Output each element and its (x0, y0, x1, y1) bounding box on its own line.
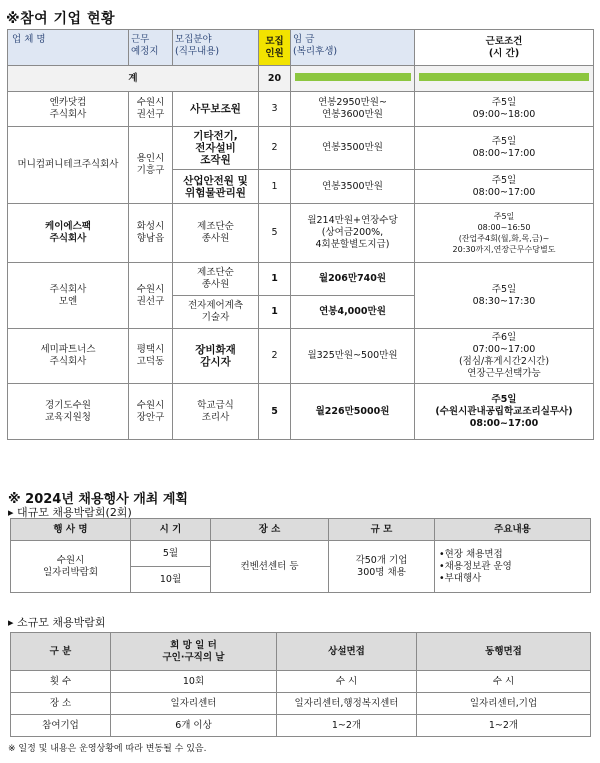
cell: 일자리센터 (111, 693, 277, 715)
col-company: 업 체 명 (8, 30, 129, 66)
wage: 월206만740원 (318, 273, 387, 284)
large-fair-table (10, 518, 591, 593)
companies-table-header (8, 30, 594, 66)
conditions: 주5일 (수원시관내공립학교조리실무사) 08:00~17:00 (435, 393, 573, 429)
conditions: 주5일 08:00~16:50 (잔업주4회(월,화,목,금)~ 20:30까지,연장근무수당별도 (452, 212, 556, 254)
cell: 수 시 (277, 671, 417, 693)
col-accompany: 동행면접 (417, 633, 591, 671)
field: 제조단순 종사원 (197, 221, 234, 244)
count: 5 (271, 227, 278, 238)
field: 학교급식 조리사 (197, 399, 234, 423)
section1-title: ※참여 기업 현황 (6, 11, 116, 27)
col-location: 근무 예정지 (129, 30, 173, 66)
event-name: 수원시 일자리박람회 (42, 554, 99, 578)
total-row (8, 66, 594, 92)
col-place: 장 소 (211, 519, 329, 541)
count: 1 (271, 273, 278, 284)
conditions: 주5일 09:00~18:00 (472, 97, 536, 120)
count: 1 (271, 306, 278, 317)
field: 제조단순 종사원 (197, 267, 234, 290)
large-fair-subtitle: ▸ 대규모 채용박람회(2회) (8, 506, 132, 519)
row-label: 횟 수 (11, 671, 111, 693)
section2-title: ※ 2024년 채용행사 개최 계획 (8, 492, 188, 507)
table-row (11, 693, 591, 715)
large-fair-header (11, 519, 591, 541)
wage: 연봉4,000만원 (319, 306, 386, 317)
event-scale: 각50개 기업 300명 채용 (355, 554, 408, 578)
table-row (8, 92, 594, 127)
conditions: 주5일 08:00~17:00 (472, 136, 536, 159)
small-fair-table (10, 632, 591, 737)
col-field: 모집분야 (직무내용) (173, 30, 259, 66)
wage: 월226만5000원 (315, 405, 390, 417)
conditions: 주5일 08:30~17:30 (472, 283, 536, 307)
footnote: ※ 일정 및 내용은 운영상황에 따라 변동될 수 있음. (8, 744, 207, 754)
table-row (8, 384, 594, 440)
total-count: 20 (259, 66, 291, 92)
wage: 연봉2950만원~ 연봉3600만원 (318, 97, 387, 120)
cell: 일자리센터,행정복지센터 (277, 693, 417, 715)
companies-table (7, 29, 594, 440)
field: 장비화재 감시자 (195, 344, 236, 368)
col-conditions: 근로조건 (시 간) (415, 30, 594, 66)
row-label: 장 소 (11, 693, 111, 715)
wage: 월214만원+연장수당 (상여금200%, 4회분할별도지급) (307, 215, 398, 250)
total-conditions-bar (415, 66, 594, 92)
company-name: 주식회사 모엔 (49, 283, 87, 307)
table-row (8, 127, 594, 170)
col-event-name: 행 사 명 (11, 519, 131, 541)
event-time: 10월 (159, 573, 182, 585)
count: 5 (271, 405, 278, 417)
col-standing: 상설면접 (277, 633, 417, 671)
location: 수원시 권선구 (136, 97, 165, 120)
company-name: 케이에스팩 주식회사 (45, 221, 91, 244)
company-name: 세미파트너스 주식회사 (40, 344, 96, 367)
wage: 연봉3500만원 (322, 142, 383, 153)
company-name: 엔카닷컴 주식회사 (49, 97, 87, 120)
row-label: 참여기업 (11, 715, 111, 737)
col-content: 주요내용 (435, 519, 591, 541)
count: 3 (271, 103, 278, 114)
table-row (11, 541, 591, 567)
cell: 1~2개 (417, 715, 591, 737)
col-time: 시 기 (131, 519, 211, 541)
count: 2 (271, 142, 278, 153)
total-wage-bar (291, 66, 415, 92)
green-bar (295, 73, 411, 81)
col-wage: 임 금 (복리후생) (291, 30, 415, 66)
field: 산업안전원 및 위험물관리원 (183, 174, 248, 199)
col-count: 모집 인원 (259, 30, 291, 66)
col-category: 구 분 (11, 633, 111, 671)
table-row (11, 671, 591, 693)
col-scale: 규 모 (329, 519, 435, 541)
cell: 1~2개 (277, 715, 417, 737)
table-row (11, 715, 591, 737)
wage: 월325만원~500만원 (307, 350, 398, 361)
company-name: 머니컴퍼니테크주식회사 (17, 159, 119, 170)
location: 용인시 기흥구 (136, 153, 165, 176)
small-fair-subtitle: ▸ 소규모 채용박람회 (8, 616, 106, 629)
field: 사무보조원 (190, 103, 241, 115)
count: 2 (271, 350, 278, 361)
table-row (8, 204, 594, 263)
location: 수원시 장안구 (136, 399, 165, 423)
event-content: •현장 채용면접 •채용정보관 운영 •부대행사 (439, 548, 512, 584)
conditions: 주6일 07:00~17:00 (점심/휴게시간2시간) 연장근무선택가능 (458, 332, 550, 379)
location: 수원시 권선구 (136, 283, 165, 307)
count: 1 (271, 180, 278, 192)
green-bar (419, 73, 589, 81)
col-hope: 희 망 일 터 구인·구직의 날 (111, 633, 277, 671)
cell: 수 시 (417, 671, 591, 693)
field: 전자제어계측 기술자 (187, 300, 244, 323)
field: 기타전기, 전자설비 조작원 (193, 130, 238, 166)
wage: 연봉3500만원 (322, 180, 383, 192)
small-fair-header (11, 633, 591, 671)
table-row (8, 329, 594, 384)
cell: 6개 이상 (111, 715, 277, 737)
company-name: 경기도수원 교육지원청 (45, 399, 91, 423)
conditions: 주5일 08:00~17:00 (472, 174, 536, 198)
cell: 일자리센터,기업 (417, 693, 591, 715)
location: 평택시 고덕동 (136, 344, 165, 367)
total-label: 계 (8, 66, 259, 92)
location: 화성시 향남읍 (136, 221, 165, 244)
cell: 10회 (111, 671, 277, 693)
table-row (8, 263, 594, 296)
event-time: 5월 (162, 547, 179, 559)
event-place: 컨벤션센터 등 (240, 560, 299, 572)
